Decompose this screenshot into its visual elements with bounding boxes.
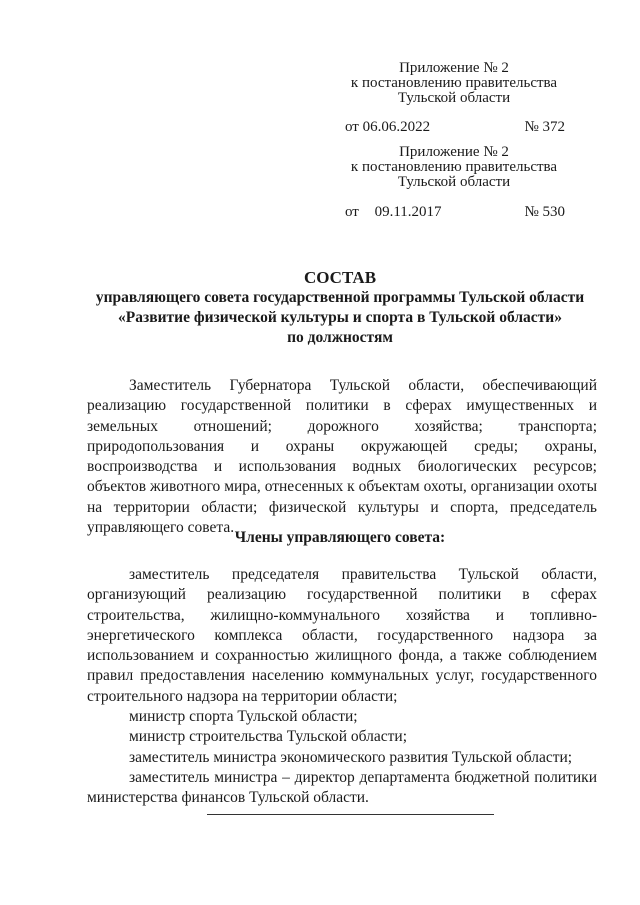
appendix-subtitle: к постановлению правительства	[350, 159, 558, 175]
list-item: заместитель министра – директор департамента бюджетной политики министерства финансов Тульской области.	[87, 768, 597, 807]
document-subtitle-line: по должностям	[287, 329, 393, 346]
appendix-region: Тульской области	[397, 90, 511, 106]
chairman-paragraph: Заместитель Губернатора Тульской области, обеспечивающий реализацию государственной политики в сферах имущественных и земельных отношений; дорожного хозяйства; транспорта; природопользования и охраны окружающей среды; охраны, воспроизводства и использования водных биологических ресурсов; объектов животного мира, отнесенных к объектам охоты, организации охоты на территории области; физической культуры и спорта, председатель управляющего совета.	[87, 377, 597, 537]
document-subtitle-line: управляющего совета государственной программы Тульской области	[95, 289, 585, 306]
appendix-title: Приложение № 2	[399, 144, 509, 160]
date-line-original	[345, 204, 565, 221]
appendix-header-current	[345, 61, 563, 106]
list-item: министр строительства Тульской области;	[129, 728, 408, 746]
date-prefix: от	[345, 119, 359, 135]
members-heading: Члены управляющего совета:	[234, 529, 446, 546]
members-list	[87, 565, 597, 809]
document-title-block	[60, 268, 620, 348]
date-prefix: от	[345, 204, 359, 220]
document-subtitle-line: «Развитие физической культуры и спорта в Тульской области»	[118, 309, 562, 326]
date-line-current	[345, 119, 565, 136]
closing-divider	[207, 814, 494, 815]
resolution-number: № 372	[524, 119, 565, 135]
appendix-region: Тульской области	[397, 174, 511, 190]
list-item: заместитель председателя правительства Тульской области, организующий реализацию государственной политики в сферах строительства, жилищно-коммунального хозяйства и топливно-энергетического комплекса области, государственного надзора за использованием и сохранностью жилищного фонда, а также соблюдением правил предоставления населению коммунальных услуг, государственного строительного надзора на территории области;	[87, 566, 597, 705]
appendix-title: Приложение № 2	[399, 60, 509, 76]
resolution-date: 09.11.2017	[374, 204, 442, 220]
list-item: министр спорта Тульской области;	[129, 708, 358, 726]
appendix-subtitle: к постановлению правительства	[350, 75, 558, 91]
document-title: СОСТАВ	[303, 268, 377, 287]
resolution-date: 06.06.2022	[362, 119, 431, 135]
list-item: заместитель министра экономического развития Тульской области;	[129, 748, 573, 766]
appendix-header-original	[345, 145, 563, 190]
resolution-number: № 530	[524, 204, 565, 220]
